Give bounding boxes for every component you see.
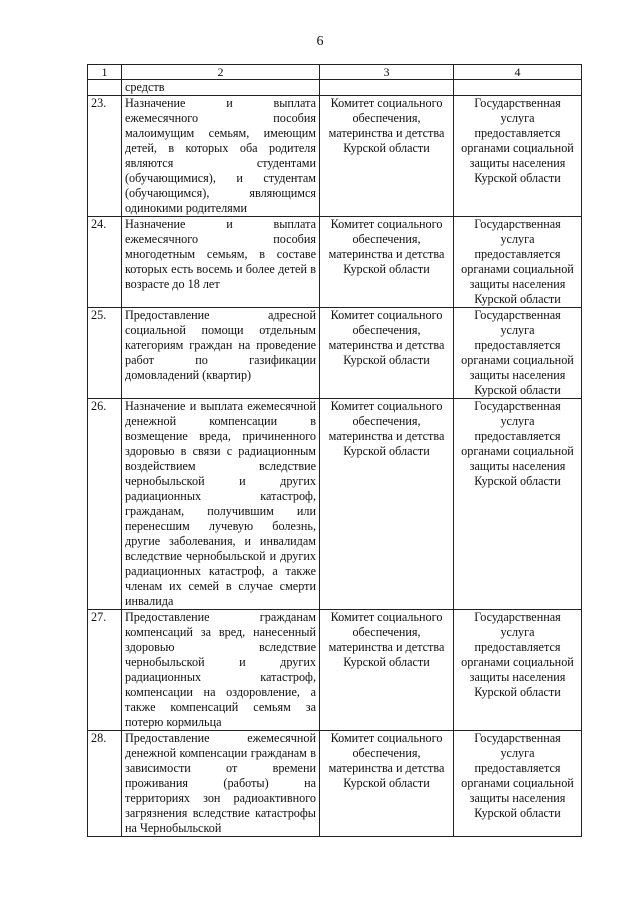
service-name: Предоставление адресной социальной помощи отдельным категориям граждан на проведение работ по газификации домовладений (квартир) [122,308,320,399]
continuation-row [88,80,582,96]
service-name: Назначение и выплата ежемесячной денежной компенсации в возмещение вреда, причиненного здоровью в связи с радиационным воздействием вследствие чернобыльской и других радиационных катастроф, гражданам, получившим или перенесшим лучевую болезнь, другие заболевания, и инвалидам вследствие чернобыльской и других радиационных катастроф, а также членам их семей в случае смерти инвалида [122,399,320,610]
provision-note: Государственная услуга предоставляется органами социальной защиты населения Курской области [454,217,582,308]
service-name: Назначение и выплата ежемесячного пособия малоимущим семьям, имеющим детей, в которых оба родителя являются студентами (обучающимися), и студентам (обучающимся), являющимся одинокими родителями [122,96,320,217]
row-number: 23. [88,96,122,217]
service-name: Назначение и выплата ежемесячного пособия многодетным семьям, в составе которых есть восемь и более детей в возрасте до 18 лет [122,217,320,308]
provision-note: Государственная услуга предоставляется органами социальной защиты населения Курской области [454,731,582,837]
table-row [88,731,582,837]
services-table [87,64,582,837]
provision-note: Государственная услуга предоставляется органами социальной защиты населения Курской области [454,308,582,399]
column-header: 1 [88,65,122,80]
table-row [88,610,582,731]
service-name: Предоставление гражданам компенсаций за вред, нанесенный здоровью вследствие чернобыльской и других радиационных катастроф, компенсации на оздоровление, а также компенсаций семьям за потерю кормильца [122,610,320,731]
column-header: 2 [122,65,320,80]
provision-note: Государственная услуга предоставляется органами социальной защиты населения Курской области [454,399,582,610]
row-number: 27. [88,610,122,731]
responsible-org: Комитет социального обеспечения, материнства и детства Курской области [320,308,454,399]
table-row [88,217,582,308]
responsible-org: Комитет социального обеспечения, материнства и детства Курской области [320,217,454,308]
responsible-org: Комитет социального обеспечения, материнства и детства Курской области [320,610,454,731]
column-header: 4 [454,65,582,80]
continuation-text: средств [122,80,320,96]
service-name: Предоставление ежемесячной денежной компенсации гражданам в зависимости от времени проживания (работы) на территориях зон радиоактивного загрязнения вследствие катастрофы на Чернобыльской [122,731,320,837]
provision-note: Государственная услуга предоставляется органами социальной защиты населения Курской области [454,610,582,731]
table-row [88,399,582,610]
responsible-org: Комитет социального обеспечения, материнства и детства Курской области [320,96,454,217]
row-number: 25. [88,308,122,399]
row-number: 24. [88,217,122,308]
row-number: 26. [88,399,122,610]
table-row [88,308,582,399]
table-header-row [88,65,582,80]
column-header: 3 [320,65,454,80]
responsible-org: Комитет социального обеспечения, материнства и детства Курской области [320,399,454,610]
page-number: 6 [316,34,324,49]
provision-note: Государственная услуга предоставляется органами социальной защиты населения Курской области [454,96,582,217]
table-row [88,96,582,217]
row-number: 28. [88,731,122,837]
responsible-org: Комитет социального обеспечения, материнства и детства Курской области [320,731,454,837]
